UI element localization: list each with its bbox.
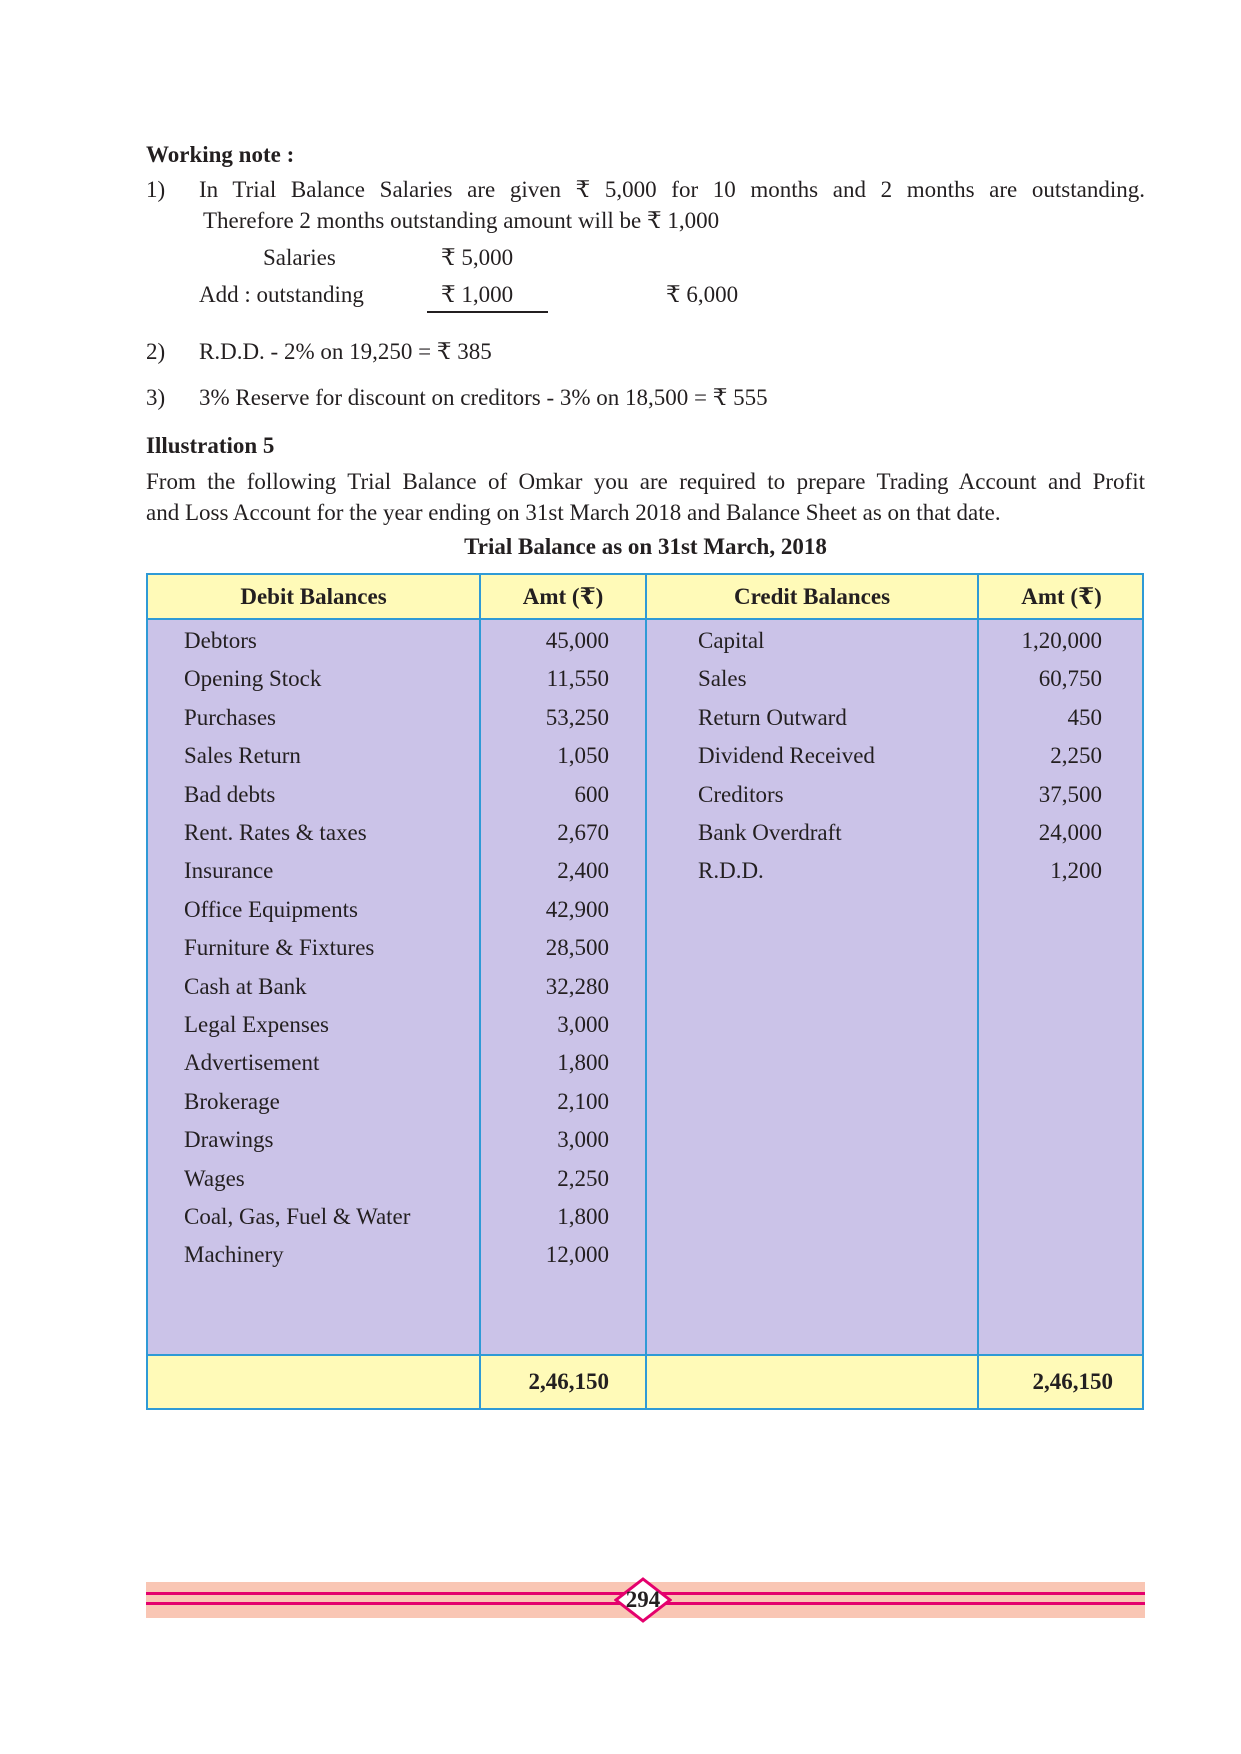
debit-item-amount: 3,000 bbox=[557, 1127, 609, 1153]
debit-item-amount: 12,000 bbox=[545, 1242, 609, 1268]
outstanding-amount: ₹ 1,000 bbox=[441, 282, 514, 307]
credit-item-label: Return Outward bbox=[698, 704, 847, 730]
debit-item-label: Bad debts bbox=[184, 781, 276, 807]
debit-item-label: Purchases bbox=[184, 704, 276, 730]
header-credit-balances: Credit Balances bbox=[733, 584, 891, 609]
debit-item-label: Advertisement bbox=[184, 1050, 320, 1076]
outstanding-label: Add : outstanding bbox=[199, 282, 364, 307]
credit-item-label: Dividend Received bbox=[698, 743, 875, 769]
debit-item-label: Machinery bbox=[184, 1242, 284, 1268]
debit-item-amount: 53,250 bbox=[545, 704, 609, 730]
debit-item-label: Furniture & Fixtures bbox=[184, 935, 375, 961]
debit-item-amount: 28,500 bbox=[545, 935, 609, 961]
debit-item-amount: 1,800 bbox=[557, 1204, 609, 1229]
debit-item-amount: 2,100 bbox=[557, 1088, 609, 1114]
credit-item-label: Capital bbox=[698, 628, 765, 653]
debit-item-amount: 1,800 bbox=[557, 1050, 609, 1076]
credit-item-label: Creditors bbox=[698, 781, 784, 807]
item2-number: 2) bbox=[146, 339, 166, 364]
credit-item-label: R.D.D. bbox=[698, 858, 764, 884]
illustration-line1: From the following Trial Balance of Omkar you are required to prepare Trading Account and Profit bbox=[146, 469, 1145, 494]
debit-item-label: Sales Return bbox=[184, 743, 301, 769]
debit-item-label: Wages bbox=[184, 1165, 245, 1191]
item2-text: R.D.D. - 2% on 19,250 = ₹ 385 bbox=[199, 339, 492, 364]
debit-item-label: Rent. Rates & taxes bbox=[184, 820, 367, 845]
header-debit-balances: Debit Balances bbox=[240, 584, 387, 609]
debit-item-amount: 3,000 bbox=[557, 1012, 609, 1037]
item1-number: 1) bbox=[146, 177, 166, 202]
credit-item-amount: 2,250 bbox=[1050, 743, 1102, 769]
header-credit-amount: Amt (₹) bbox=[1021, 584, 1102, 609]
salaries-total: ₹ 6,000 bbox=[666, 282, 739, 307]
debit-item-label: Debtors bbox=[184, 628, 257, 653]
debit-item-label: Legal Expenses bbox=[184, 1012, 329, 1037]
credit-total: 2,46,150 bbox=[1032, 1369, 1113, 1394]
debit-total: 2,46,150 bbox=[528, 1369, 609, 1394]
debit-item-amount: 32,280 bbox=[545, 973, 609, 999]
header-debit-amount: Amt (₹) bbox=[522, 584, 604, 609]
credit-item-amount: 1,20,000 bbox=[1021, 628, 1102, 653]
salaries-label: Salaries bbox=[263, 245, 336, 270]
item3-number: 3) bbox=[146, 385, 166, 410]
debit-item-amount: 2,250 bbox=[557, 1165, 609, 1191]
salaries-amount: ₹ 5,000 bbox=[441, 245, 514, 270]
item1-line1: In Trial Balance Salaries are given ₹ 5,000 for 10 months and 2 months are outstanding. bbox=[199, 177, 1145, 202]
credit-item-amount: 60,750 bbox=[1038, 666, 1102, 692]
item3-text: 3% Reserve for discount on creditors - 3% on 18,500 = ₹ 555 bbox=[199, 385, 768, 410]
working-note-heading: Working note : bbox=[146, 142, 295, 167]
debit-item-label: Coal, Gas, Fuel & Water bbox=[184, 1204, 411, 1229]
illustration-line2: and Loss Account for the year ending on 31st March 2018 and Balance Sheet as on that date. bbox=[146, 500, 1001, 525]
column-divider bbox=[977, 575, 979, 1408]
page-number: 294 bbox=[625, 1587, 661, 1612]
table-title: Trial Balance as on 31st March, 2018 bbox=[464, 534, 827, 559]
column-divider bbox=[645, 575, 647, 1408]
debit-item-label: Drawings bbox=[184, 1127, 274, 1153]
debit-item-label: Brokerage bbox=[184, 1088, 280, 1114]
debit-item-label: Insurance bbox=[184, 858, 274, 884]
credit-item-label: Bank Overdraft bbox=[698, 820, 842, 845]
credit-item-amount: 450 bbox=[1067, 704, 1102, 730]
debit-item-amount: 600 bbox=[574, 781, 609, 807]
credit-item-amount: 1,200 bbox=[1050, 858, 1102, 884]
debit-item-amount: 11,550 bbox=[546, 666, 609, 692]
debit-item-label: Cash at Bank bbox=[184, 973, 307, 999]
trial-balance-table bbox=[146, 573, 1144, 1410]
credit-item-amount: 37,500 bbox=[1038, 781, 1102, 807]
debit-item-amount: 1,050 bbox=[557, 743, 609, 769]
debit-item-amount: 42,900 bbox=[545, 896, 609, 922]
item1-line2: Therefore 2 months outstanding amount will be ₹ 1,000 bbox=[203, 208, 720, 233]
credit-item-label: Sales bbox=[698, 666, 747, 692]
credit-item-amount: 24,000 bbox=[1038, 820, 1102, 845]
debit-item-amount: 45,000 bbox=[545, 628, 609, 653]
debit-item-label: Opening Stock bbox=[184, 666, 322, 692]
debit-item-amount: 2,400 bbox=[557, 858, 609, 884]
illustration-heading: Illustration 5 bbox=[146, 433, 275, 458]
debit-item-amount: 2,670 bbox=[557, 820, 609, 845]
debit-item-label: Office Equipments bbox=[184, 896, 358, 922]
sum-underline bbox=[427, 311, 548, 313]
